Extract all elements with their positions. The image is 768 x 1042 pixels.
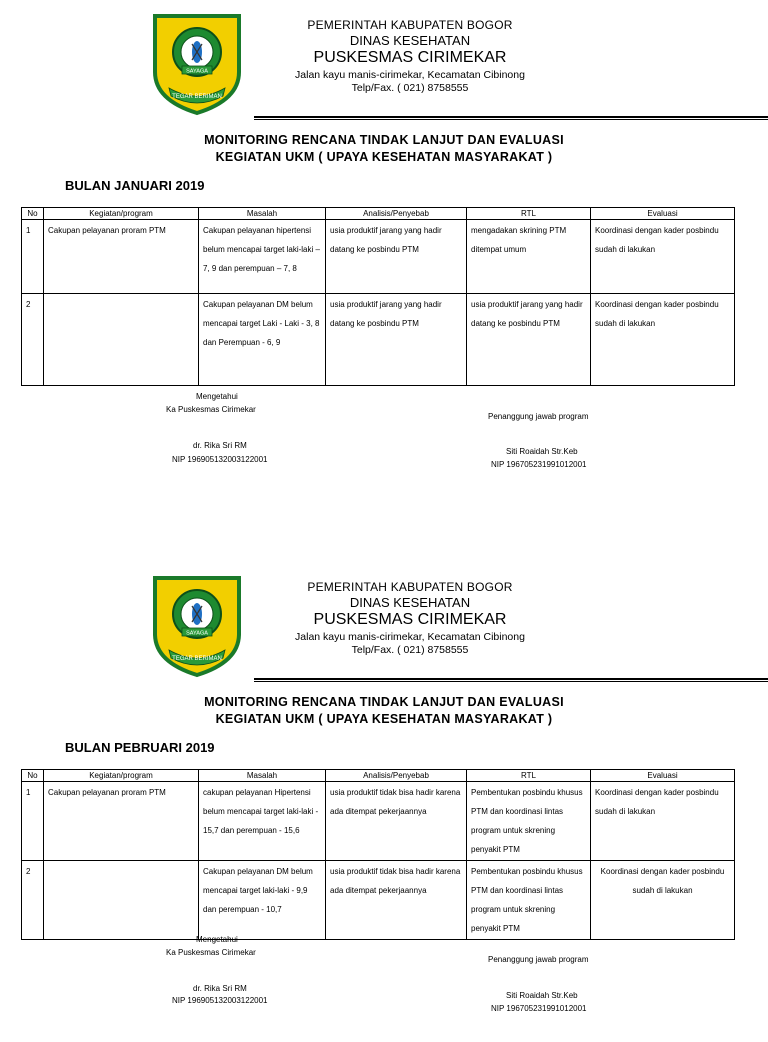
signature-left-name: dr. Rika Sri RM (193, 984, 247, 993)
signature-right-nip: NIP 196705231991012001 (491, 1004, 587, 1013)
col-analisis: Analisis/Penyebab (326, 770, 467, 782)
report-title-line1: MONITORING RENCANA TINDAK LANJUT DAN EVALUASI (204, 133, 564, 147)
col-evaluasi: Evaluasi (591, 208, 735, 220)
col-rtl: RTL (467, 770, 591, 782)
svg-text:SAYAGA: SAYAGA (186, 68, 208, 75)
table-header-row (22, 208, 735, 220)
report-title-line2: KEGIATAN UKM ( UPAYA KESEHATAN MASYARAKAT ) (215, 712, 553, 726)
header-government: PEMERINTAH KABUPATEN BOGOR (307, 18, 513, 32)
col-rtl: RTL (467, 208, 591, 220)
table-row: 2 Cakupan pelayanan DM belum mencapai target Laki - Laki - 3, 8 dan Perempuan - 6, 9 usia produktif jarang yang hadir datang ke posbindu PTM usia produktif jarang yang hadir datang ke posbindu PTM Koordinasi dengan kader posbindu sudah di lakukan (22, 294, 735, 386)
header-phone: Telp/Fax. ( 021) 8758555 (351, 644, 469, 656)
svg-text:TEGAR BERIMAN: TEGAR BERIMAN (172, 94, 222, 100)
report-title-line1: MONITORING RENCANA TINDAK LANJUT DAN EVALUASI (204, 695, 564, 709)
monitoring-table (21, 769, 735, 940)
header-address: Jalan kayu manis-cirimekar, Kecamatan Cibinong (295, 631, 525, 643)
col-no: No (22, 208, 44, 220)
header-divider (254, 678, 768, 682)
report-february (0, 562, 768, 1042)
signature-right-title: Penanggung jawab program (488, 412, 589, 421)
bogor-regency-emblem-icon (151, 574, 243, 678)
col-no: No (22, 770, 44, 782)
header-address: Jalan kayu manis-cirimekar, Kecamatan Cibinong (295, 69, 525, 81)
signature-left-title: Ka Puskesmas Cirimekar (166, 405, 256, 414)
col-masalah: Masalah (199, 208, 326, 220)
col-analisis: Analisis/Penyebab (326, 208, 467, 220)
signature-left-nip: NIP 196905132003122001 (172, 996, 268, 1005)
col-program: Kegiatan/program (44, 208, 199, 220)
col-program: Kegiatan/program (44, 770, 199, 782)
table-row: 1 Cakupan pelayanan proram PTM Cakupan pelayanan hipertensi belum mencapai target laki-laki – 7, 9 dan perempuan – 7, 8 usia produktif jarang yang hadir datang ke posbindu PTM mengadakan skrining PTM ditempat umum Koordinasi dengan kader posbindu sudah di lakukan (22, 220, 735, 294)
signature-left-name: dr. Rika Sri RM (193, 441, 247, 450)
header-government: PEMERINTAH KABUPATEN BOGOR (307, 580, 513, 594)
report-month: BULAN PEBRUARI 2019 (65, 740, 215, 755)
signature-right-name: Siti Roaidah Str.Keb (506, 447, 578, 456)
header-puskesmas: PUSKESMAS CIRIMEKAR (313, 611, 507, 628)
signature-right-title: Penanggung jawab program (488, 955, 589, 964)
report-month: BULAN JANUARI 2019 (65, 178, 205, 193)
col-evaluasi: Evaluasi (591, 770, 735, 782)
table-row: 2 Cakupan pelayanan DM belum mencapai target laki-laki - 9,9 dan perempuan - 10,7 usia produktif tidak bisa hadir karena ada ditempat pekerjaannya Pembentukan posbindu khusus PTM dan koordinasi lintas program untuk skrening penyakit PTM Koordinasi dengan kader posbindu sudah di lakukan (22, 861, 735, 940)
signature-left-title: Ka Puskesmas Cirimekar (166, 948, 256, 957)
monitoring-table (21, 207, 735, 386)
table-header-row (22, 770, 735, 782)
header-department: DINAS KESEHATAN (349, 33, 471, 48)
signature-right-name: Siti Roaidah Str.Keb (506, 991, 578, 1000)
header-puskesmas: PUSKESMAS CIRIMEKAR (313, 49, 507, 66)
bogor-regency-emblem-icon (151, 12, 243, 116)
svg-text:TEGAR BERIMAN: TEGAR BERIMAN (172, 656, 222, 662)
svg-text:SAYAGA: SAYAGA (186, 630, 208, 637)
signature-left-nip: NIP 196905132003122001 (172, 455, 268, 464)
signature-right-nip: NIP 196705231991012001 (491, 460, 587, 469)
report-title-line2: KEGIATAN UKM ( UPAYA KESEHATAN MASYARAKAT ) (215, 150, 553, 164)
header-divider (254, 116, 768, 120)
signature-left-label: Mengetahui (196, 392, 238, 401)
table-row: 1 Cakupan pelayanan proram PTM cakupan pelayanan Hipertensi belum mencapai target laki-laki - 15,7 dan perempuan - 15,6 usia produktif tidak bisa hadir karena ada ditempat pekerjaannya Pembentukan posbindu khusus PTM dan koordinasi lintas program untuk skrening penyakit PTM Koordinasi dengan kader posbindu sudah di lakukan (22, 782, 735, 861)
signature-left-label: Mengetahui (196, 935, 238, 944)
report-january (0, 0, 768, 480)
col-masalah: Masalah (199, 770, 326, 782)
header-phone: Telp/Fax. ( 021) 8758555 (351, 82, 469, 94)
header-department: DINAS KESEHATAN (349, 595, 471, 610)
